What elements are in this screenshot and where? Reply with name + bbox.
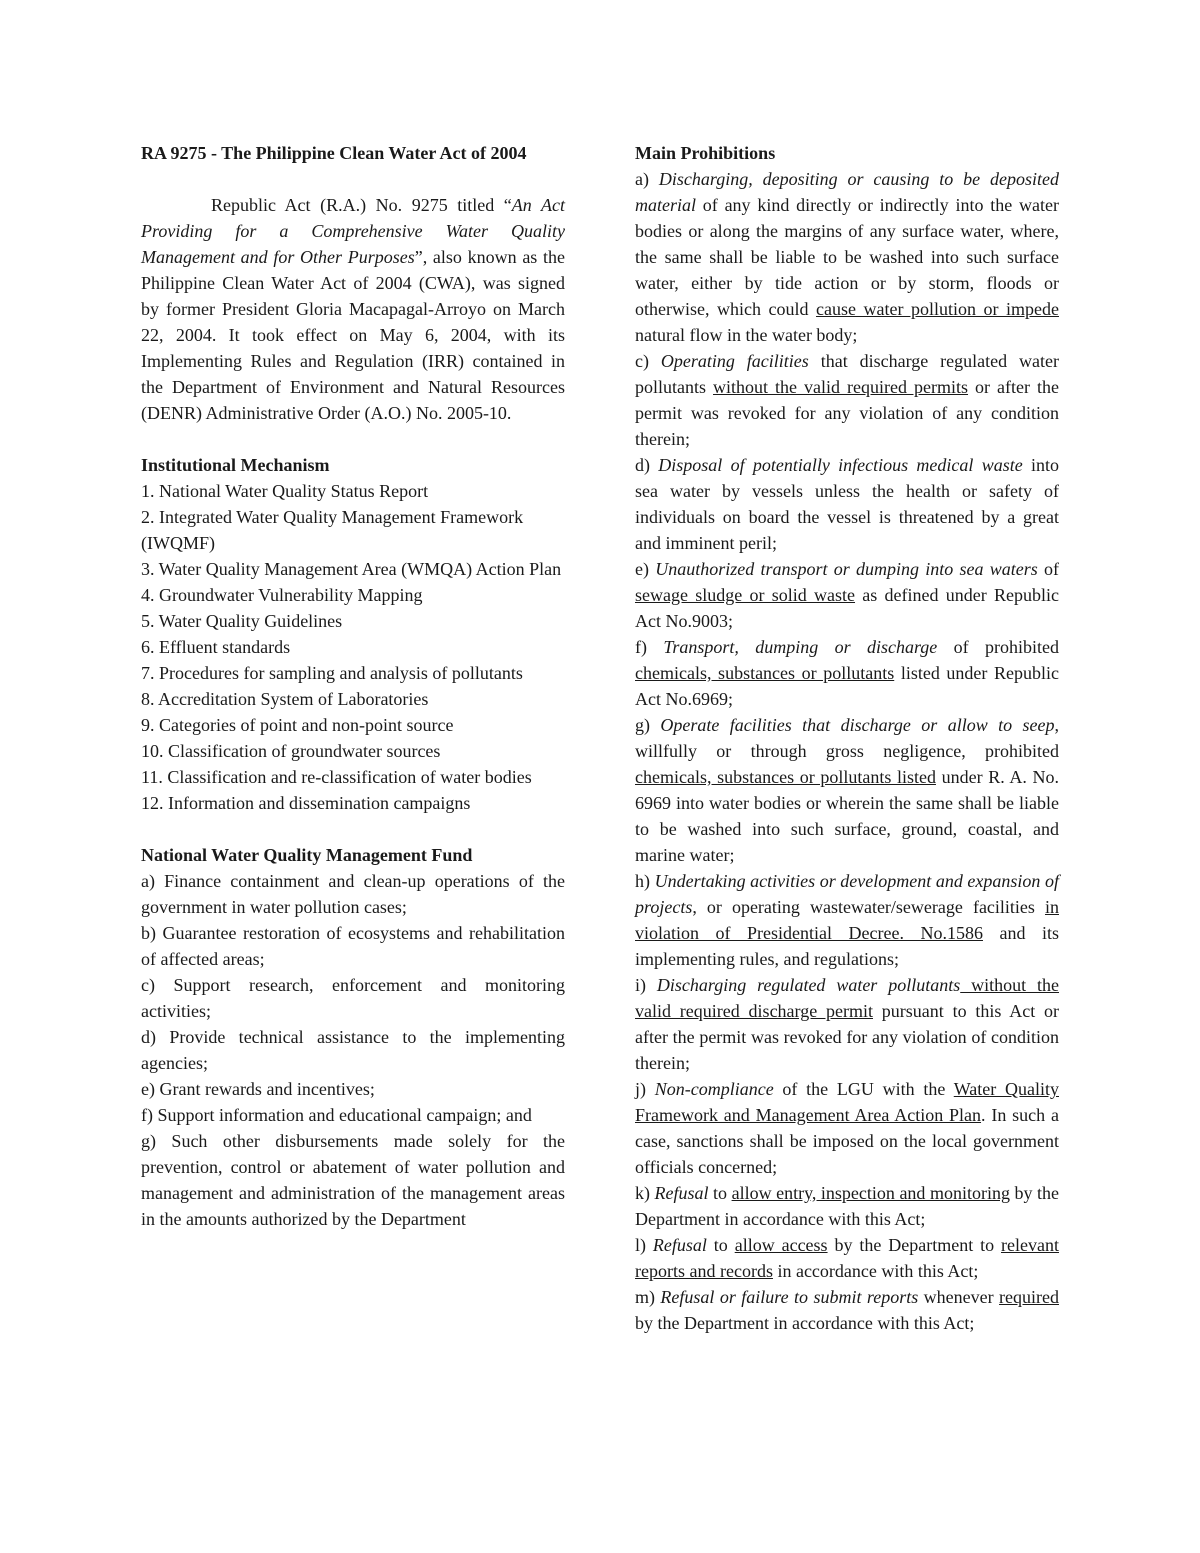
item-text: d) — [635, 455, 659, 475]
list-item: a) Finance containment and clean-up operations of the government in water pollution cases; — [141, 871, 565, 917]
item-text: as defined under Republic Act No.9003; — [635, 585, 1060, 631]
document-title: RA 9275 - The Philippine Clean Water Act of 2004 — [141, 143, 527, 163]
list-item: f) Support information and educational campaign; and — [141, 1105, 532, 1125]
item-underline: chemicals, substances or pollutants — [635, 663, 895, 683]
item-text: h) — [635, 871, 655, 891]
prohibition-item-k — [635, 1180, 1059, 1232]
item-text: e) — [635, 559, 656, 579]
item-underline: relevant reports and records — [635, 1235, 1059, 1281]
item-text: that discharge regulated water pollutants — [635, 351, 1060, 397]
item-emphasis: Non-compliance — [654, 1079, 774, 1099]
item-emphasis: Discharging, depositing or causing to be deposited material — [635, 169, 1059, 215]
intro-act-title: An Act Providing for a Comprehensive Water Quality Management and for Other Purposes — [141, 195, 565, 267]
item-text: under R. A. No. 6969 into water bodies or wherein the same shall be liable to be washed into such surface, ground, coastal, and marine water; — [635, 767, 1059, 865]
item-emphasis: Refusal or failure to submit reports — [660, 1287, 919, 1307]
item-emphasis: Discharging regulated water pollutants — [656, 975, 961, 995]
item-text: in accordance with this Act; — [772, 1261, 979, 1281]
item-text: by the Department in accordance with this Act; — [635, 1313, 975, 1333]
intro-text-1: Republic Act (R.A.) No. 9275 titled “ — [211, 195, 512, 215]
list-item: 3. Water Quality Management Area (WMQA) Action Plan — [141, 559, 562, 579]
item-emphasis: Refusal — [654, 1183, 709, 1203]
item-text: natural flow in the water body; — [635, 325, 858, 345]
item-underline: chemicals, substances or pollutants listed — [635, 767, 936, 787]
item-underline: allow entry, inspection and monitoring — [731, 1183, 1010, 1203]
item-emphasis: Undertaking activities or development and expansion of projects — [635, 871, 1059, 917]
prohibition-item-i — [635, 972, 1059, 1076]
item-text: and its implementing rules, and regulations; — [635, 923, 1060, 969]
item-text: g) — [635, 715, 661, 735]
item-underline: without the valid required permits — [713, 377, 969, 397]
institutional-heading: Institutional Mechanism — [141, 455, 330, 475]
intro-paragraph — [141, 192, 565, 426]
prohibition-item-e — [635, 556, 1059, 634]
item-emphasis: Transport, dumping or discharge — [663, 637, 938, 657]
item-text: j) — [635, 1079, 655, 1099]
item-underline: without the valid required discharge permit — [635, 975, 1059, 1021]
prohibition-item-d — [635, 452, 1059, 556]
item-text: , willfully or through gross negligence, prohibited — [635, 715, 1060, 761]
item-text: of — [1037, 559, 1059, 579]
list-item: d) Provide technical assistance to the implementing agencies; — [141, 1027, 565, 1073]
fund-list — [141, 868, 565, 1232]
item-text: k) — [635, 1183, 655, 1203]
item-text: pursuant to this Act or after the permit was revoked for any violation of condition therein; — [635, 1001, 1059, 1073]
item-emphasis: Unauthorized transport or dumping into sea waters — [655, 559, 1038, 579]
item-text: , or operating wastewater/sewerage facilities — [692, 897, 1045, 917]
item-underline: Water Quality Framework and Management Area Action Plan — [635, 1079, 1059, 1125]
item-text: c) — [635, 351, 661, 371]
item-text: into sea water by vessels unless the health or safety of individuals on board the vessel is threatened by a great and imminent peril; — [635, 455, 1059, 553]
spacer — [141, 816, 565, 842]
item-text: to — [706, 1235, 735, 1255]
list-item: b) Guarantee restoration of ecosystems and rehabilitation of affected areas; — [141, 923, 565, 969]
list-item: 5. Water Quality Guidelines — [141, 611, 343, 631]
item-underline: cause water pollution or impede — [816, 299, 1059, 319]
prohibition-item-m — [635, 1284, 1059, 1336]
list-item: 8. Accreditation System of Laboratories — [141, 689, 429, 709]
intro-text-2: ”, also known as the Philippine Clean Water Act of 2004 (CWA), was signed by former President Gloria Macapagal-Arroyo on March 22, 2004. It took effect on May 6, 2004, with its Implementing Rules and Regulation (IRR) contained in the Department of Environment and Natural Resources (DENR) Administrative Order (A.O.) No. 2005-10. — [141, 247, 565, 423]
list-item: 6. Effluent standards — [141, 637, 291, 657]
item-text: m) — [635, 1287, 661, 1307]
item-text: a) — [635, 169, 659, 189]
right-column — [635, 140, 1059, 1336]
institutional-list — [141, 478, 565, 816]
item-emphasis: Disposal of potentially infectious medical waste — [658, 455, 1023, 475]
list-item: 9. Categories of point and non-point source — [141, 715, 454, 735]
item-underline: sewage sludge or solid waste — [635, 585, 856, 605]
item-emphasis: Refusal — [652, 1235, 707, 1255]
list-item: g) Such other disbursements made solely for the prevention, control or abatement of water pollution and management and administration of the management areas in the amounts authorized by the Department — [141, 1131, 565, 1229]
item-text: by the Department in accordance with this Act; — [635, 1183, 1059, 1229]
fund-heading: National Water Quality Management Fund — [141, 845, 473, 865]
item-emphasis: Operating facilities — [660, 351, 809, 371]
list-item: 4. Groundwater Vulnerability Mapping — [141, 585, 423, 605]
list-item: e) Grant rewards and incentives; — [141, 1079, 375, 1099]
prohibition-item-c — [635, 348, 1059, 452]
prohibition-item-h — [635, 868, 1059, 972]
list-item: c) Support research, enforcement and monitoring activities; — [141, 975, 565, 1021]
list-item: 2. Integrated Water Quality Management Framework (IWQMF) — [141, 507, 524, 553]
list-item: 1. National Water Quality Status Report — [141, 481, 429, 501]
item-text: listed under Republic Act No.6969; — [635, 663, 1059, 709]
item-text: of prohibited — [937, 637, 1059, 657]
item-text: whenever — [918, 1287, 1000, 1307]
item-text: l) — [635, 1235, 653, 1255]
item-underline: allow access — [734, 1235, 828, 1255]
item-text: of any kind directly or indirectly into the water bodies or along the margins of any surface water, where, the same shall be liable to be washed into such surface water, either by tide action or by storm, floods or otherwise, which could — [635, 195, 1059, 319]
prohibition-item-l — [635, 1232, 1059, 1284]
list-item: 10. Classification of groundwater sources — [141, 741, 441, 761]
item-underline: required — [999, 1287, 1059, 1307]
prohibitions-heading: Main Prohibitions — [635, 143, 776, 163]
prohibition-item-g — [635, 712, 1059, 868]
item-text: f) — [635, 637, 664, 657]
spacer — [141, 426, 565, 452]
prohibition-item-a — [635, 166, 1059, 348]
item-text: of the LGU with the — [773, 1079, 954, 1099]
prohibition-item-j — [635, 1076, 1059, 1180]
item-text: i) — [635, 975, 657, 995]
list-item: 12. Information and dissemination campaigns — [141, 793, 471, 813]
item-emphasis: Operate facilities that discharge or allow to seep — [660, 715, 1055, 735]
prohibition-item-f — [635, 634, 1059, 712]
left-column — [141, 140, 565, 1232]
item-underline: in violation of Presidential Decree. No.1586 — [635, 897, 1059, 943]
item-text: . In such a case, sanctions shall be imposed on the local government officials concerned; — [635, 1105, 1059, 1177]
list-item: 7. Procedures for sampling and analysis of pollutants — [141, 663, 523, 683]
item-text: by the Department to — [827, 1235, 1002, 1255]
item-text: or after the permit was revoked for any violation of any condition therein; — [635, 377, 1060, 449]
list-item: 11. Classification and re-classification of water bodies — [141, 767, 532, 787]
item-text: to — [708, 1183, 732, 1203]
